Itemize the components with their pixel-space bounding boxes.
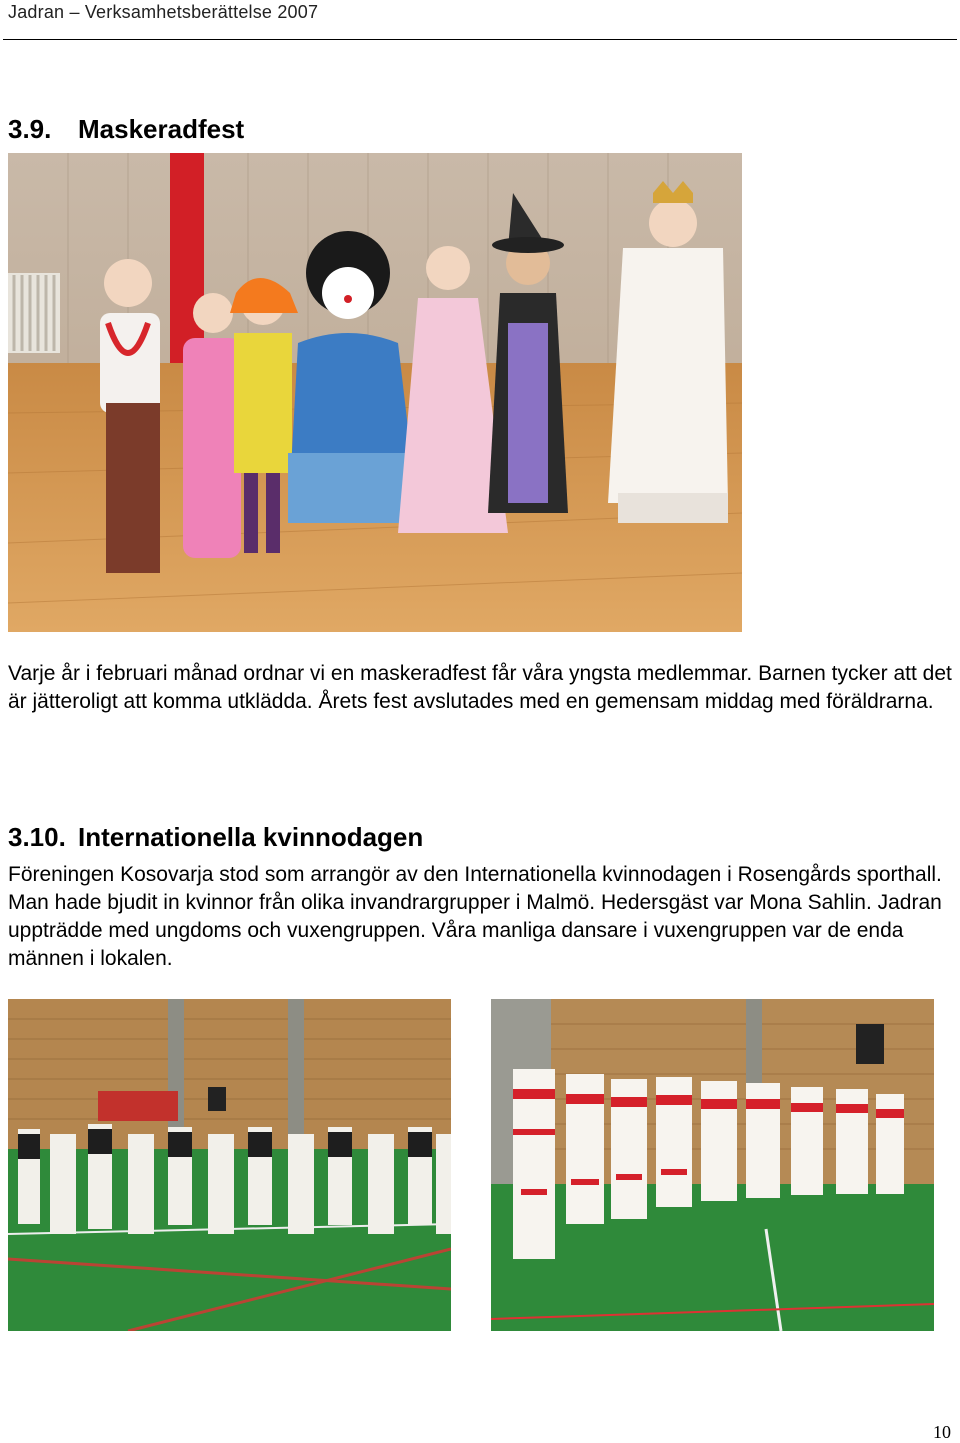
women-group-dance-photo <box>491 999 934 1331</box>
maskeradfest-paragraph: Varje år i februari månad ordnar vi en maskeradfest får våra yngsta medlemmar. Barnen tycker att det är jätteroligt att komma utklädda. Årets fest avslutades med en gemensam middag med föräldrarna. <box>8 662 952 713</box>
section-number: 3.9. <box>8 114 52 144</box>
photo-masquerade-children-icon <box>8 153 742 632</box>
photo-adult-folk-dance-icon <box>8 999 451 1331</box>
adult-group-dance-photo <box>8 999 451 1331</box>
photo-women-folk-dance-icon <box>491 999 934 1331</box>
section-number: 3.10. <box>8 822 66 852</box>
section-heading-3-10 <box>8 822 423 853</box>
section-heading-3-9 <box>8 114 244 145</box>
section-title: Internationella kvinnodagen <box>78 822 424 852</box>
section-title: Maskeradfest <box>78 114 245 144</box>
header-divider <box>3 39 957 40</box>
page-number: 10 <box>933 1422 951 1442</box>
kvinnodagen-paragraph: Föreningen Kosovarja stod som arrangör av den Internationella kvinnodagen i Rosengårds sporthall. Man hade bjudit in kvinnor från olika invandrargrupper i Malmö. Hedersgäst var Mona Sahlin. Jadran uppträdde med ungdoms och vuxengruppen. Våra manliga dansare i vuxengruppen var de enda männen i lokalen. <box>8 863 942 970</box>
running-header: Jadran – Verksamhetsberättelse 2007 <box>8 2 319 22</box>
masquerade-photo <box>8 153 742 632</box>
